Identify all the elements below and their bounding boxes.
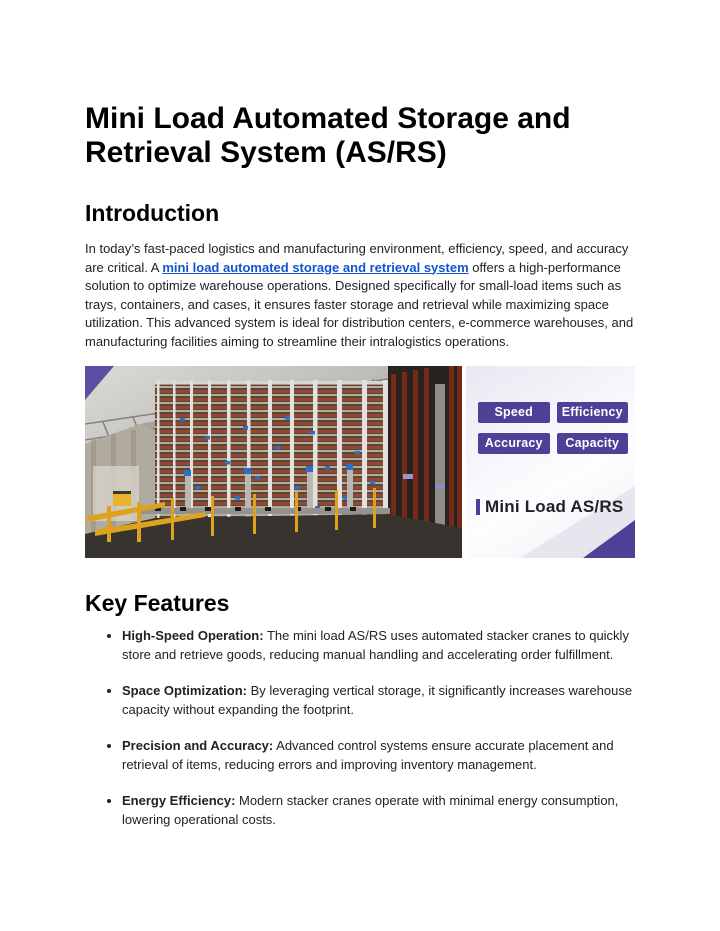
feature-label: High-Speed Operation:: [122, 628, 264, 643]
feature-item-energy-efficiency: [122, 792, 635, 829]
figure-caption: [476, 497, 623, 517]
warehouse-photo-illustration: [85, 366, 462, 558]
feature-text: The mini load AS/RS uses automated stacker cranes to quickly store and retrieve goods, reducing manual handling and accelerating order fulfillment.: [122, 628, 629, 662]
feature-item-precision-accuracy: [122, 737, 635, 774]
intro-paragraph: [85, 240, 635, 351]
feature-label: Energy Efficiency:: [122, 793, 236, 808]
badge-accuracy: Accuracy: [478, 433, 550, 454]
feature-label: Precision and Accuracy:: [122, 738, 274, 753]
features-list: [85, 627, 635, 829]
caption-accent-bar: [476, 499, 480, 515]
miniload-system-link[interactable]: mini load automated storage and retrieval system: [162, 259, 469, 275]
feature-item-high-speed-operation: [122, 627, 635, 664]
section-heading-key-features: Key Features: [85, 590, 230, 616]
feature-item-space-optimization: [122, 682, 635, 719]
intro-text-after: offers a high-performance solution to optimize warehouse operations. Designed specifically for small-load items such as trays, containers, and cases, it ensures faster storage and retrieval while maximizing space utilization. This advanced system is ideal for distribution centers, e-commerce warehouses, and manufacturing facilities aiming to streamline their intralogistics operations.: [85, 259, 634, 349]
feature-text: Modern stacker cranes operate with minimal energy consumption, lowering operational costs.: [122, 793, 619, 827]
figure-info-panel: [466, 366, 635, 558]
figure-caption-text: Mini Load AS/RS: [485, 497, 624, 516]
badge-speed: Speed: [478, 402, 550, 423]
feature-badges: [478, 402, 628, 454]
warehouse-figure[interactable]: [85, 366, 635, 558]
feature-label: Space Optimization:: [122, 683, 247, 698]
badge-efficiency: Efficiency: [557, 402, 629, 423]
feature-text: Advanced control systems ensure accurate placement and retrieval of items, reducing errors and improving inventory management.: [122, 738, 614, 772]
intro-text-before: In today’s fast-paced logistics and manufacturing environment, efficiency, speed, and accuracy are critical. A: [85, 241, 629, 275]
section-heading-introduction: Introduction: [85, 200, 220, 226]
feature-text: By leveraging vertical storage, it significantly increases warehouse capacity without expanding the footprint.: [122, 683, 633, 717]
document-title: Mini Load Automated Storage and Retrieval System (AS/RS): [85, 102, 571, 169]
badge-capacity: Capacity: [557, 433, 629, 454]
warehouse-photo: [85, 366, 462, 558]
